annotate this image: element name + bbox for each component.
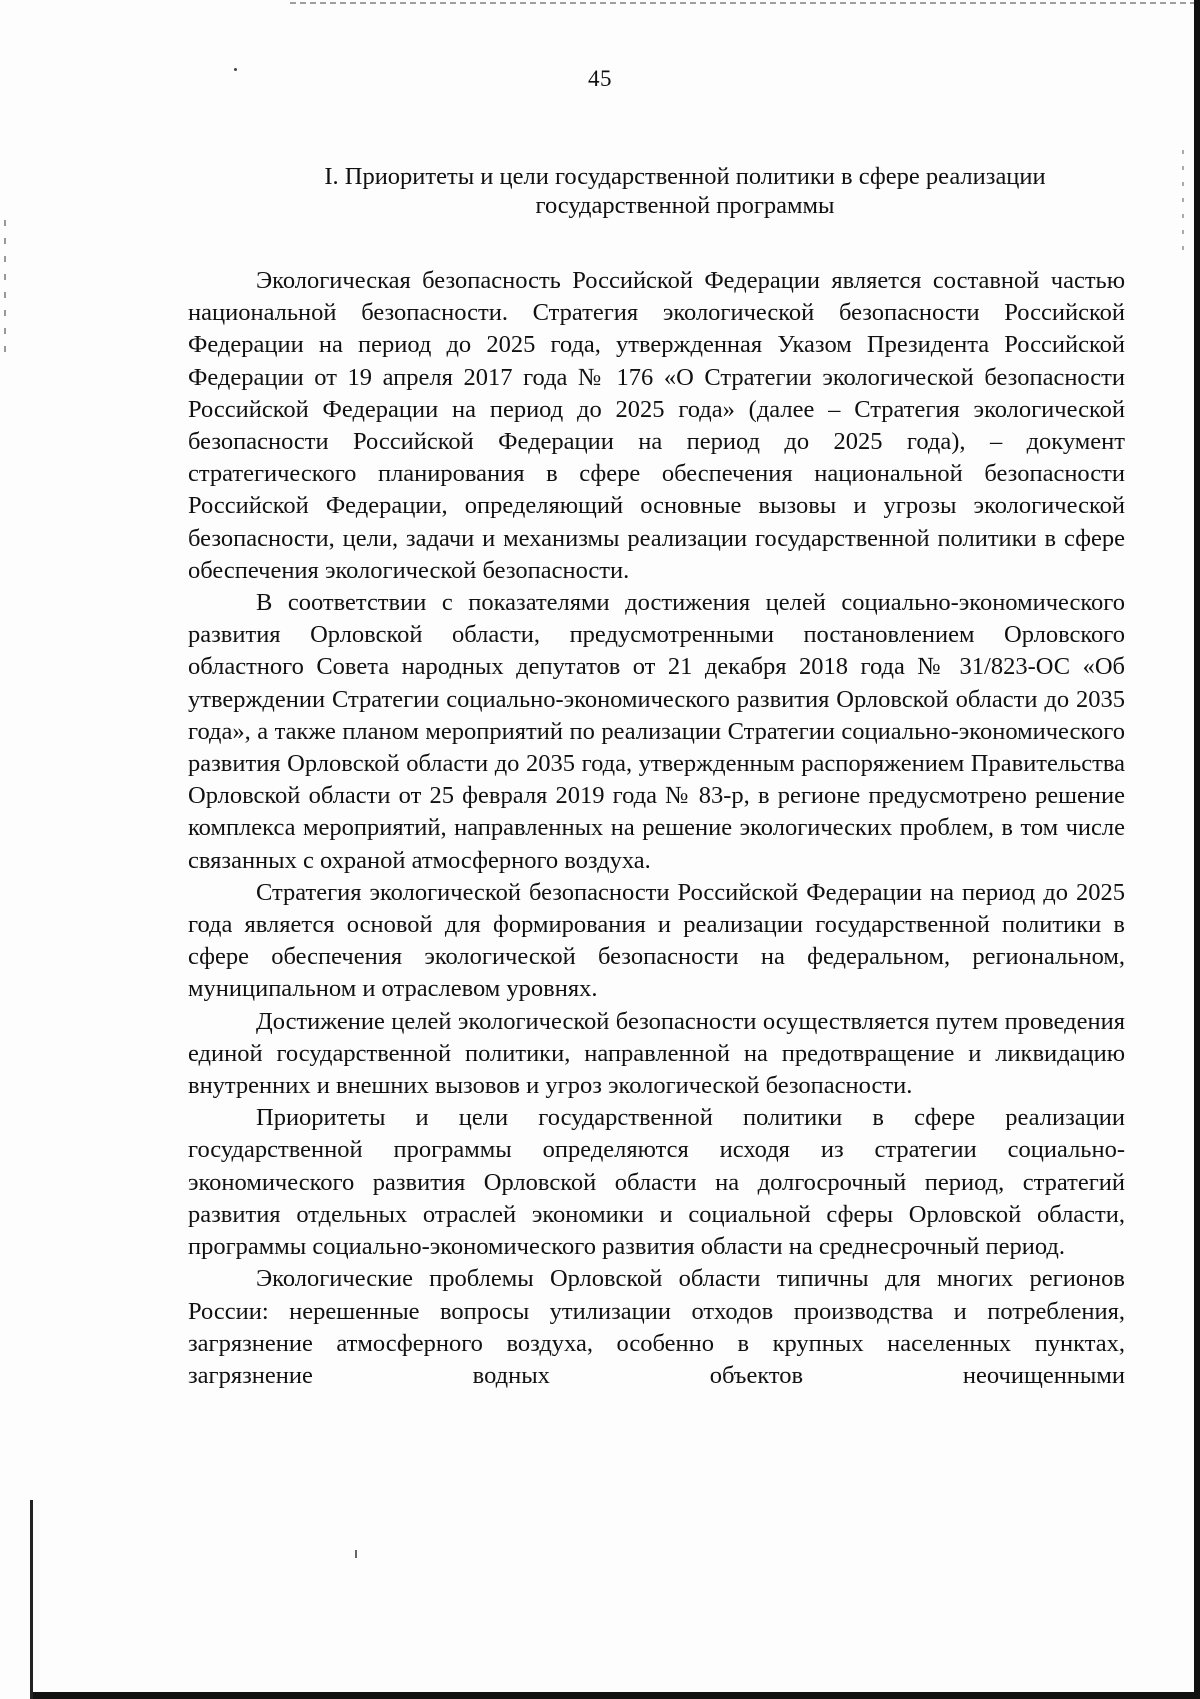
paragraph: Экологическая безопасность Российской Федерации является составной частью национальной безопасности. Стратегия экологической безопасности Российской Федерации на период до 2025 года, утвержденная Указом Президента Российской Федерации от 19 апреля 2017 года № 176 «О Стратегии экологической безопасности Российской Федерации на период до 2025 года» (далее – Стратегия экологической безопасности Российской Федерации на период до 2025 года), – документ стратегического планирования в сфере обеспечения национальной безопасности Российской Федерации, определяющий основные вызовы и угрозы экологической безопасности, цели, задачи и механизмы реализации государственной политики в сфере обеспечения экологической безопасности. xyxy=(188,267,1125,584)
document-body xyxy=(188,265,1125,1392)
scan-marks-right xyxy=(1182,150,1184,260)
paragraph: Достижение целей экологической безопасности осуществляется путем проведения единой государственной политики, направленной на предотвращение и ликвидацию внутренних и внешних вызовов и угроз экологической безопасности. xyxy=(188,1007,1125,1100)
scan-edge-bottom xyxy=(30,1692,1200,1699)
paragraph: Экологические проблемы Орловской области типичны для многих регионов России: нерешенные вопросы утилизации отходов производства и потребления, загрязнение атмосферного воздуха, особенно в крупных населенных пунктах, загрязнение водных объектов неочищенными xyxy=(188,1265,1125,1389)
scan-edge-left xyxy=(30,1500,33,1699)
section-heading-line: I. Приоритеты и цели государственной политики в сфере реализации xyxy=(324,163,1046,190)
scan-marks-left xyxy=(4,220,6,360)
page-number: 45 xyxy=(588,66,612,91)
paragraph: В соответствии с показателями достижения целей социально-экономического развития Орловской области, предусмотренными постановлением Орловского областного Совета народных депутатов от 21 декабря 2018 года № 31/823-ОС «Об утверждении Стратегии социально-экономического развития Орловской области до 2035 года», а также планом мероприятий по реализации Стратегии социально-экономического развития Орловской области до 2035 года, утвержденным распоряжением Правительства Орловской области от 25 февраля 2019 года № 83-р, в регионе предусмотрено решение комплекса мероприятий, направленных на решение экологических проблем, в том числе связанных с охраной атмосферного воздуха. xyxy=(188,589,1125,874)
paragraph: Стратегия экологической безопасности Российской Федерации на период до 2025 года является основой для формирования и реализации государственной политики в сфере обеспечения экологической безопасности на федеральном, региональном, муниципальном и отраслевом уровнях. xyxy=(188,878,1125,1003)
section-heading-line: государственной программы xyxy=(535,192,835,219)
scan-edge-right xyxy=(1194,0,1200,1699)
section-heading xyxy=(250,162,1120,220)
scan-edge-top xyxy=(290,2,1198,4)
scan-speck xyxy=(355,1550,357,1558)
paragraph: Приоритеты и цели государственной политики в сфере реализации государственной программы определяются исходя из стратегии социально-экономического развития Орловской области на долгосрочный период, стратегий развития отдельных отраслей экономики и социальной сферы Орловской области, программы социально-экономического развития области на среднесрочный период. xyxy=(188,1104,1125,1261)
